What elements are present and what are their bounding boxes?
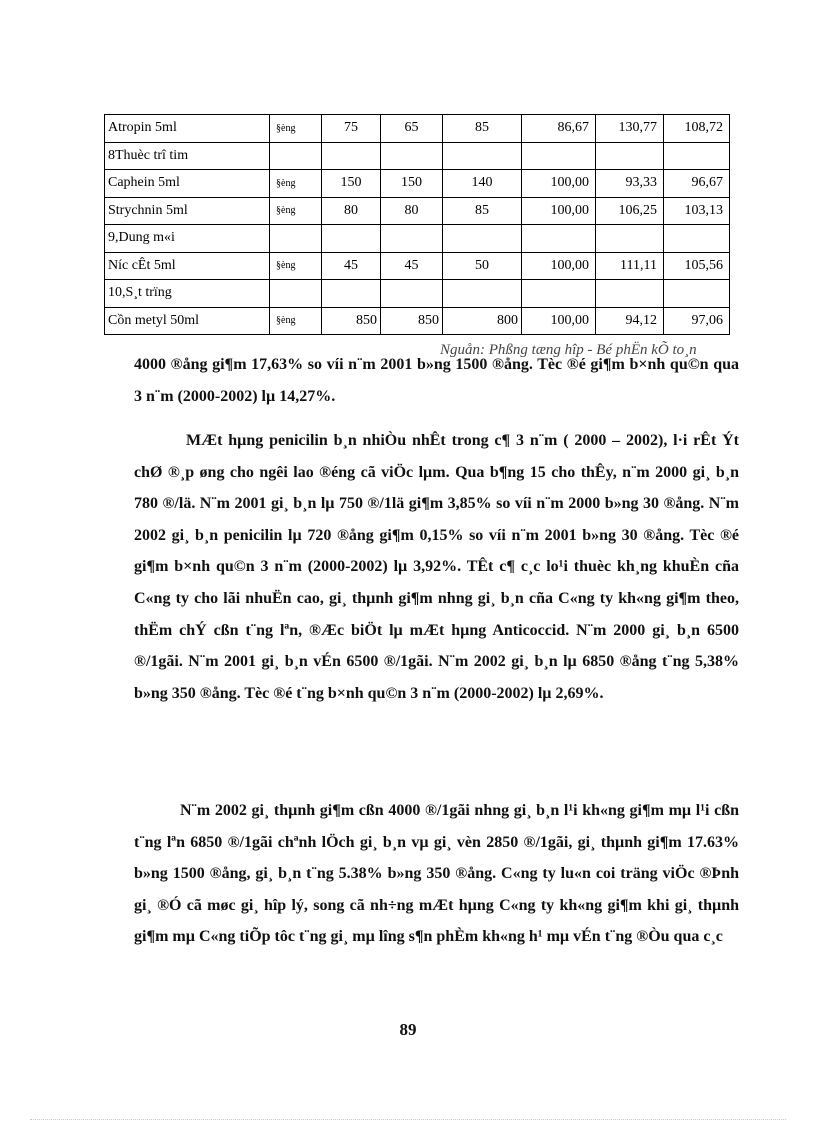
table-row (105, 280, 730, 308)
footer-divider (30, 1119, 786, 1120)
value-cell: 75 (322, 115, 381, 143)
value-cell: 45 (322, 252, 381, 280)
table-row (105, 197, 730, 225)
value-cell (381, 225, 443, 253)
value-cell: 85 (443, 115, 522, 143)
value-cell: 80 (381, 197, 443, 225)
value-cell: 800 (443, 307, 522, 335)
drug-name-cell: Atropin 5ml (105, 115, 270, 143)
paragraph-pricing-2002: N¨m 2002 gi¸ thµnh gi¶m cßn 4000 ®/1gãi nhng gi¸ b¸n l¹i kh«ng gi¶m mµ l¹i cßn t¨ng lªn 6850 ®/1gãi chªnh lÖch gi¸ b¸n vµ gi¸ vèn 2850 ®/1gãi, gi¸ thµnh gi¶m 17.63% b»ng 1500 ®ång, gi¸ b¸n t¨ng 5.38% b»ng 350 ®ång. C«ng ty lu«n coi träng viÖc ®Þnh gi¸ ®Ó cã møc gi¸ hîp lý, song cã nh÷ng mÆt hµng C«ng ty kh«ng gi¶m khi gi¸ thµnh gi¶m mµ C«ng tiÕp tôc t¨ng gi¸ mµ lîng s¶n phÈm kh«ng h¹ mµ vÉn t¨ng ®Òu qua c¸c (134, 802, 739, 946)
paragraph-penicilin: MÆt hµng penicilin b¸n nhiÒu nhÊt trong c¶ 3 n¨m ( 2000 – 2002), l·i rÊt Ýt chØ ®¸p øng cho ngêi lao ®éng cã viÖc lµm. Qua b¶ng 15 cho thÊy, n¨m 2000 gi¸ b¸n 780 ®/lä. N¨m 2001 gi¸ b¸n lµ 750 ®/1lä gi¶m 3,85% so víi n¨m 2000 b»ng 30 ®ång. N¨m 2002 gi¸ b¸n penicilin lµ 720 ®ång gi¶m 0,15% so víi n¨m 2001 b»ng 30 ®ång. Tèc ®é gi¶m b×nh qu©n 3 n¨m (2000-2002) lµ 3,92%. TÊt c¶ c¸c lo¹i thuèc kh¸ng khuÈn cña C«ng ty cho lãi nhuËn cao, gi¸ thµnh gi¶m nhng gi¸ b¸n cña C«ng ty kh«ng gi¶m theo, thËm chÝ cßn t¨ng lªn, ®Æc biÖt lµ mÆt hµng Anticoccid. N¨m 2000 gi¸ b¸n 6500 ®/1gãi. N¨m 2001 gi¸ b¸n vÉn 6500 ®/1gãi. N¨m 2002 gi¸ b¸n lµ 6850 ®ång t¨ng 5,38% b»ng 350 ®ång. Tèc ®é t¨ng b×nh qu©n 3 n¨m (2000-2002) lµ 2,69%. (134, 432, 739, 702)
percent-cell (664, 225, 730, 253)
unit-cell: §èng (270, 170, 322, 198)
unit-cell: §èng (270, 252, 322, 280)
drug-group-cell: 9,Dung m«i (105, 225, 270, 253)
table-row (105, 170, 730, 198)
percent-cell (596, 142, 664, 170)
drug-name-cell: Caphein 5ml (105, 170, 270, 198)
unit-cell: §èng (270, 115, 322, 143)
percent-cell (522, 280, 596, 308)
unit-cell: §èng (270, 197, 322, 225)
value-cell (381, 142, 443, 170)
percent-cell: 100,00 (522, 307, 596, 335)
percent-cell: 103,13 (664, 197, 730, 225)
percent-cell (522, 142, 596, 170)
value-cell: 65 (381, 115, 443, 143)
percent-cell (664, 142, 730, 170)
value-cell (443, 280, 522, 308)
value-cell: 85 (443, 197, 522, 225)
page-number: 89 (399, 1020, 417, 1039)
percent-cell: 106,25 (596, 197, 664, 225)
value-cell: 850 (381, 307, 443, 335)
value-cell: 150 (322, 170, 381, 198)
percent-cell: 100,00 (522, 252, 596, 280)
value-cell (322, 280, 381, 308)
value-cell (381, 280, 443, 308)
percent-cell: 93,33 (596, 170, 664, 198)
paragraph-continuation: 4000 ®ång gi¶m 17,63% so víi n¨m 2001 b»ng 1500 ®ång. Tèc ®é gi¶m b×nh qu©n qua 3 n¨m (2000-2002) lµ 14,27%. (134, 356, 739, 405)
drug-name-cell: Cồn metyl 50ml (105, 307, 270, 335)
drug-name-cell: Níc cÊt 5ml (105, 252, 270, 280)
percent-cell: 105,56 (664, 252, 730, 280)
drug-group-cell: 10,S¸t trïng (105, 280, 270, 308)
percent-cell (522, 225, 596, 253)
percent-cell: 130,77 (596, 115, 664, 143)
percent-cell: 96,67 (664, 170, 730, 198)
percent-cell: 97,06 (664, 307, 730, 335)
percent-cell: 94,12 (596, 307, 664, 335)
unit-cell (270, 280, 322, 308)
percent-cell: 108,72 (664, 115, 730, 143)
percent-cell (596, 280, 664, 308)
unit-cell (270, 142, 322, 170)
drug-price-table (104, 114, 730, 335)
drug-group-cell: 8Thuèc trî tim (105, 142, 270, 170)
percent-cell: 100,00 (522, 197, 596, 225)
value-cell (443, 225, 522, 253)
value-cell (322, 142, 381, 170)
table-source-note: Nguån: Phßng tæng hîp - Bé phËn kÕ to¸n (440, 342, 697, 358)
value-cell: 150 (381, 170, 443, 198)
table-row (105, 252, 730, 280)
value-cell: 45 (381, 252, 443, 280)
table-row (105, 307, 730, 335)
unit-cell: §èng (270, 307, 322, 335)
value-cell: 80 (322, 197, 381, 225)
drug-name-cell: Strychnin 5ml (105, 197, 270, 225)
value-cell (443, 142, 522, 170)
table-row (105, 115, 730, 143)
percent-cell (596, 225, 664, 253)
value-cell (322, 225, 381, 253)
table-row (105, 225, 730, 253)
percent-cell (664, 280, 730, 308)
percent-cell: 86,67 (522, 115, 596, 143)
table-row (105, 142, 730, 170)
unit-cell (270, 225, 322, 253)
value-cell: 140 (443, 170, 522, 198)
percent-cell: 111,11 (596, 252, 664, 280)
value-cell: 850 (322, 307, 381, 335)
percent-cell: 100,00 (522, 170, 596, 198)
value-cell: 50 (443, 252, 522, 280)
